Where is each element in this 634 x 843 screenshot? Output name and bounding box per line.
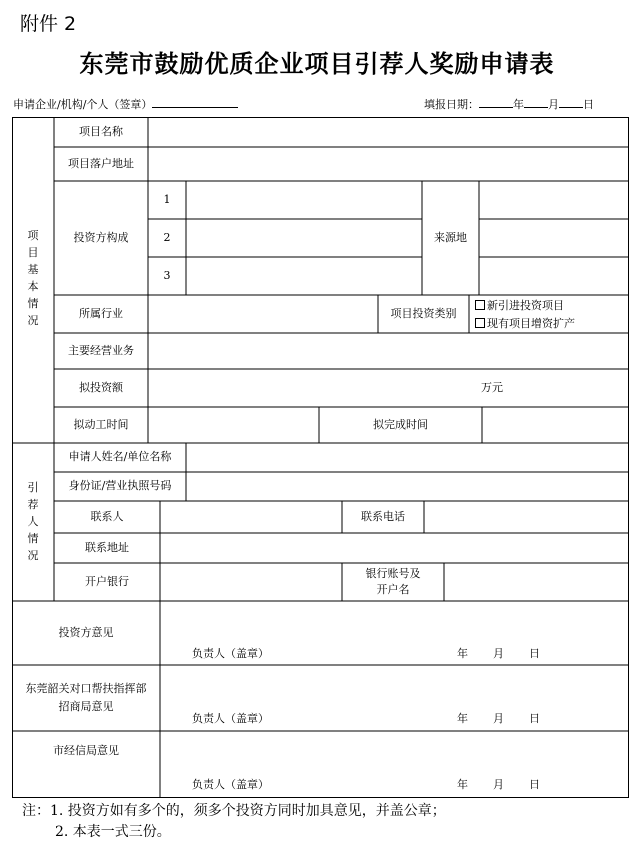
start-time-field[interactable]: [149, 408, 318, 442]
application-form-table: [12, 117, 629, 798]
month-blank[interactable]: [524, 96, 548, 108]
main-business-label: 主要经营业务: [68, 343, 134, 357]
start-time-label: 拟动工时间: [73, 417, 129, 431]
id-number-field[interactable]: [187, 473, 627, 500]
planned-investment-field[interactable]: [149, 370, 627, 406]
bank-account-field[interactable]: [445, 564, 627, 600]
contact-address-label: 联系地址: [85, 540, 129, 554]
project-name-label: 项目名称: [79, 124, 123, 138]
form-title: 东莞市鼓励优质企业项目引荐人奖励申请表: [79, 50, 555, 78]
signature-day: 日: [529, 647, 540, 660]
source-place-label: 来源地: [434, 230, 467, 244]
date-label: 填报日期：: [424, 98, 479, 111]
bank-account-label: 银行账号及 开户名: [365, 566, 421, 596]
signature-month: 月: [493, 778, 504, 791]
source-place-field[interactable]: [480, 220, 627, 256]
date-header: [424, 96, 594, 112]
finish-time-field[interactable]: [483, 408, 627, 442]
year-blank[interactable]: [479, 96, 513, 108]
industry-label: 所属行业: [79, 306, 123, 320]
planned-investment-label: 拟投资额: [79, 380, 123, 394]
investor-name-field[interactable]: [187, 258, 421, 294]
economic-bureau-opinion-label: 市经信局意见: [53, 744, 119, 758]
footnote-1: 注：1. 投资方如有多个的，须多个投资方同时加具意见，并盖公章；: [22, 803, 446, 819]
contact-person-label: 联系人: [90, 509, 124, 523]
signature-label: 负责人（盖章）: [192, 778, 269, 791]
footnotes: [22, 801, 446, 843]
contact-address-field[interactable]: [161, 534, 627, 562]
day-blank[interactable]: [559, 96, 583, 108]
contact-phone-label: 联系电话: [361, 509, 405, 523]
applicant-signature-line[interactable]: [152, 96, 238, 108]
investor-row-number: 1: [163, 192, 171, 206]
source-place-field[interactable]: [480, 258, 627, 294]
checkbox-square-icon: [475, 318, 485, 328]
signature-year: 年: [457, 778, 468, 791]
signature-day: 日: [529, 778, 540, 791]
checkbox-expand-project[interactable]: 现有项目增资扩产: [475, 315, 575, 332]
applicant-name-label: 申请人姓名/单位名称: [68, 450, 172, 464]
footnote-2: 2. 本表一式三份。: [55, 824, 171, 840]
investor-name-field[interactable]: [187, 182, 421, 218]
project-address-label: 项目落户地址: [68, 156, 134, 170]
contact-phone-field[interactable]: [425, 502, 627, 532]
finish-time-label: 拟完成时间: [373, 417, 428, 431]
applicant-label: 申请企业/机构/个人（签章）: [13, 98, 153, 111]
bank-field[interactable]: [161, 564, 341, 600]
applicant-header: [13, 96, 238, 112]
checkbox-square-icon: [475, 300, 485, 310]
investor-name-field[interactable]: [187, 220, 421, 256]
signature-day: 日: [529, 712, 540, 725]
main-business-field[interactable]: [149, 334, 627, 368]
signature-year: 年: [457, 647, 468, 660]
industry-field[interactable]: [149, 296, 377, 332]
source-place-field[interactable]: [480, 182, 627, 218]
checkbox-new-project[interactable]: 新引进投资项目: [475, 297, 564, 314]
bank-label: 开户银行: [85, 574, 129, 588]
investor-composition-label: 投资方构成: [73, 230, 129, 244]
signature-year: 年: [457, 712, 468, 725]
applicant-name-field[interactable]: [187, 444, 627, 471]
section-project-basic-info-label: 项目基本情况: [27, 229, 39, 327]
attachment-label: 附件 2: [20, 13, 77, 35]
investor-row-number: 2: [163, 230, 171, 244]
contact-person-field[interactable]: [161, 502, 341, 532]
id-number-label: 身份证/营业执照号码: [68, 479, 172, 493]
signature-label: 负责人（盖章）: [192, 712, 269, 725]
signature-month: 月: [493, 647, 504, 660]
year-label: 年: [513, 98, 524, 111]
section-referrer-info-label: 引荐人情况: [27, 481, 39, 562]
month-label: 月: [548, 98, 559, 111]
signature-month: 月: [493, 712, 504, 725]
investment-type-label: 项目投资类别: [390, 306, 457, 320]
assistance-hq-opinion-label: 东莞韶关对口帮扶指挥部 招商局意见: [25, 682, 147, 713]
project-address-field[interactable]: [149, 148, 627, 180]
signature-label: 负责人（盖章）: [192, 647, 269, 660]
investor-row-number: 3: [163, 268, 171, 282]
investor-opinion-label: 投资方意见: [58, 625, 114, 639]
project-name-field[interactable]: [149, 118, 627, 146]
day-label: 日: [583, 98, 594, 111]
unit-wan-yuan: 万元: [481, 380, 503, 394]
